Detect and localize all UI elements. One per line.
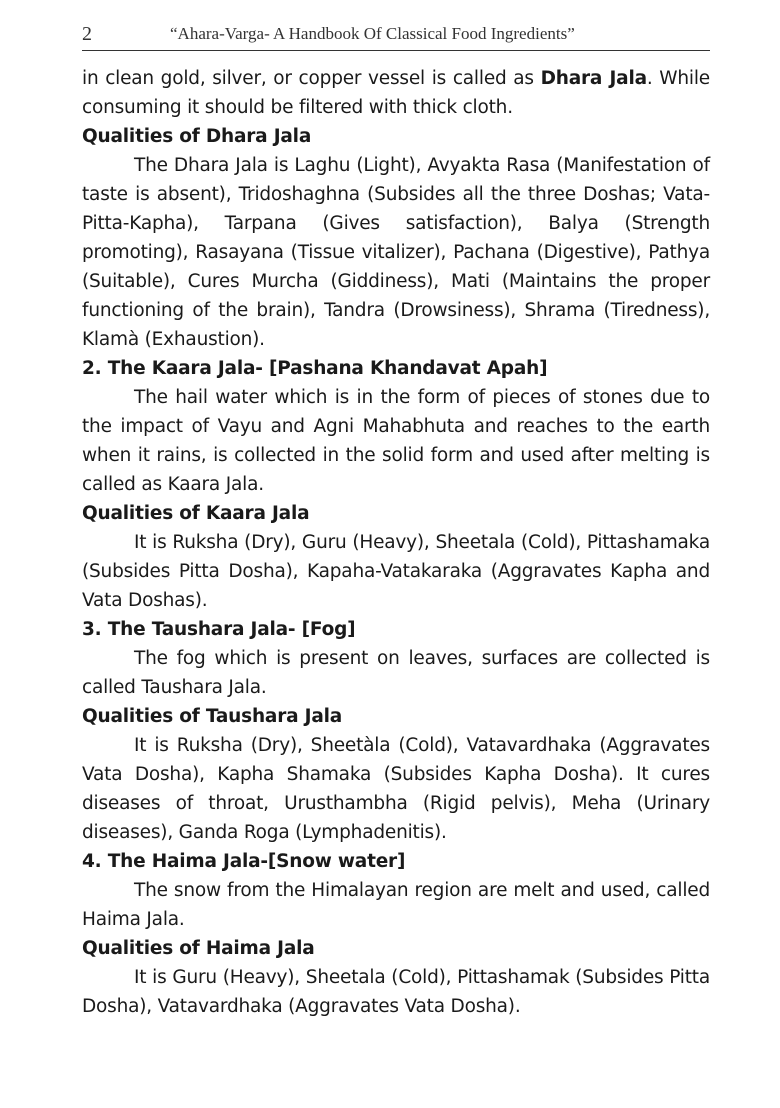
intro-text-before: in clean gold, silver, or copper vessel is called as [82, 68, 541, 89]
book-title: “Ahara-Varga- A Handbook Of Classical Food Ingredients” [170, 24, 575, 43]
dhara-qualities-text: The Dhara Jala is Laghu (Light), Avyakta Rasa (Manifestation of taste is absent), Tridoshaghna (Subsides all the three Doshas; Vata-Pitta-Kapha), Tarpana (Gives satisfaction), Balya (Strength promoting), Rasayana (Tissue vitalizer), Pachana (Digestive), Pathya (Suitable), Cures Murcha (Giddiness), Mati (Maintains the proper functioning of the brain), Tandra (Drowsiness), Shrama (Tiredness), Klamà (Exhaustion). [82, 155, 710, 350]
intro-text-after: . While consuming it should be filtered with thick cloth. [82, 68, 710, 118]
haima-description: The snow from the Himalayan region are melt and used, called Haima Jala. [82, 880, 710, 930]
running-header [82, 20, 710, 51]
intro-paragraph [82, 64, 710, 122]
kaara-qualities-text: It is Ruksha (Dry), Guru (Heavy), Sheetala (Cold), Pittashamaka (Subsides Pitta Dosha), Kapaha-Vatakaraka (Aggravates Kapha and Vata Doshas). [82, 532, 710, 611]
body-text [82, 64, 710, 1021]
intro-bold-term: Dhara Jala [540, 68, 647, 89]
taushara-section-heading: 3. The Taushara Jala- [Fog] [82, 619, 356, 640]
taushara-description: The fog which is present on leaves, surfaces are collected is called Taushara Jala. [82, 648, 710, 698]
haima-qualities-text: It is Guru (Heavy), Sheetala (Cold), Pittashamak (Subsides Pitta Dosha), Vatavardhaka (Aggravates Vata Dosha). [82, 967, 710, 1017]
kaara-section-heading: 2. The Kaara Jala- [Pashana Khandavat Apah] [82, 358, 548, 379]
haima-qualities-heading: Qualities of Haima Jala [82, 938, 315, 959]
dhara-qualities-heading: Qualities of Dhara Jala [82, 126, 312, 147]
kaara-qualities-heading: Qualities of Kaara Jala [82, 503, 310, 524]
taushara-qualities-heading: Qualities of Taushara Jala [82, 706, 343, 727]
page-number: 2 [82, 23, 92, 45]
kaara-description: The hail water which is in the form of pieces of stones due to the impact of Vayu and Agni Mahabhuta and reaches to the earth when it rains, is collected in the solid form and used after melting is called as Kaara Jala. [82, 387, 710, 495]
taushara-qualities-text: It is Ruksha (Dry), Sheetàla (Cold), Vatavardhaka (Aggravates Vata Dosha), Kapha Shamaka (Subsides Kapha Dosha). It cures diseases of throat, Urusthambha (Rigid pelvis), Meha (Urinary diseases), Ganda Roga (Lymphadenitis). [82, 735, 710, 843]
haima-section-heading: 4. The Haima Jala-[Snow water] [82, 851, 406, 872]
